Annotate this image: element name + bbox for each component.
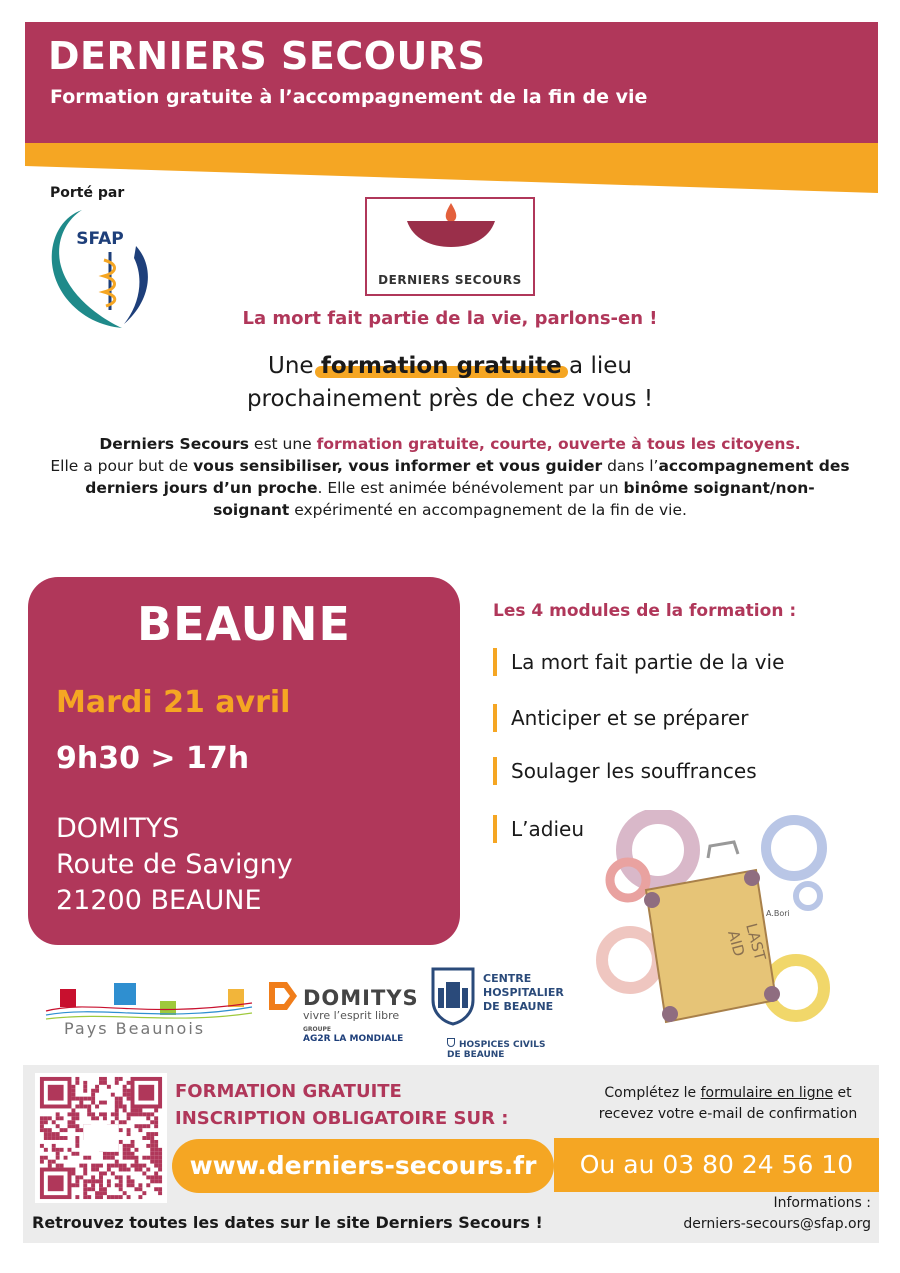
- info-email-link[interactable]: derniers-secours@sfap.org: [683, 1216, 871, 1232]
- module-item: L’adieu: [493, 815, 584, 843]
- sponsor-label: Porté par: [50, 185, 125, 201]
- online-form-link[interactable]: formulaire en ligne: [700, 1085, 834, 1101]
- domitys-logo: [267, 978, 419, 1048]
- event-date: Mardi 21 avril: [56, 685, 291, 720]
- footer-instructions: Complétez le formulaire en ligne et recevez votre e-mail de confirmation: [598, 1085, 858, 1122]
- event-address: DOMITYS Route de Savigny 21200 BEAUNE: [56, 813, 293, 916]
- domitys-name: DOMITYS: [303, 986, 419, 1010]
- page-subtitle: Formation gratuite à l’accompagnement de la fin de vie: [50, 86, 648, 108]
- info-contact: Informations : derniers-secours@sfap.org: [579, 1193, 871, 1235]
- pays-beaunois-label: Pays Beaunois: [64, 1019, 206, 1038]
- modules-title: Les 4 modules de la formation :: [493, 601, 797, 621]
- suitcase-text-2: AID: [724, 928, 749, 959]
- tagline: La mort fait partie de la vie, parlons-en !: [242, 308, 658, 329]
- centre-hospitalier-logo: CENTRE HOSPITALIER DE BEAUNE HOSPICES CIVILS DE BEAUNE: [430, 966, 560, 1056]
- website-link[interactable]: www.derniers-secours.fr: [172, 1139, 554, 1193]
- footer-bottom-text: Retrouvez toutes les dates sur le site Derniers Secours !: [32, 1213, 543, 1232]
- module-item: Anticiper et se préparer: [493, 704, 749, 732]
- intro-paragraph: Derniers Secours est une formation gratuite, courte, ouverte à tous les citoyens. Elle a pour but de vous sensibiliser, vous informer et vous guider dans l’accompagnement des derniers jours d’un proche. Elle est animée bénévolement par un binôme soignant/non-soignant expérimenté en accompagnement de la fin de vie.: [50, 435, 850, 519]
- oil-lamp-icon: [367, 199, 533, 273]
- event-time: 9h30 > 17h: [56, 741, 250, 776]
- small-shield-icon: [447, 1038, 455, 1047]
- phone-number: Ou au 03 80 24 56 10: [554, 1138, 879, 1192]
- header-stripe: [25, 143, 878, 193]
- footer: [23, 1065, 879, 1243]
- domitys-slogan: vivre l’esprit libre: [303, 1009, 400, 1022]
- shield-icon: [430, 966, 476, 1026]
- sfap-logo-text: SFAP: [76, 229, 124, 249]
- event-card: [28, 577, 460, 945]
- lead-line2: prochainement près de chez vous !: [246, 386, 654, 412]
- derniers-secours-logo-label: DERNIERS SECOURS: [378, 273, 522, 287]
- header-banner: [25, 22, 878, 144]
- derniers-secours-logo: [365, 197, 535, 296]
- footer-title: FORMATION GRATUITE INSCRIPTION OBLIGATOIRE SUR :: [175, 1081, 509, 1129]
- domitys-group: GROUPE AG2R LA MONDIALE: [303, 1026, 404, 1044]
- module-item: Soulager les souffrances: [493, 757, 757, 785]
- suitcase-text-1: LAST: [742, 921, 770, 963]
- event-city: BEAUNE: [137, 597, 351, 651]
- lead-highlight: formation gratuite: [320, 353, 562, 379]
- suitcase-illustration: [596, 810, 836, 1035]
- module-item: La mort fait partie de la vie: [493, 648, 784, 676]
- lead-text: Une formation gratuite a lieu prochainement près de chez vous !: [246, 353, 654, 412]
- domitys-icon: [267, 978, 299, 1014]
- page-title: DERNIERS SECOURS: [48, 34, 486, 78]
- qr-code[interactable]: [35, 1073, 167, 1203]
- illustration-signature: A.Bori: [766, 909, 790, 918]
- hospices-label: HOSPICES CIVILS DE BEAUNE: [447, 1040, 546, 1060]
